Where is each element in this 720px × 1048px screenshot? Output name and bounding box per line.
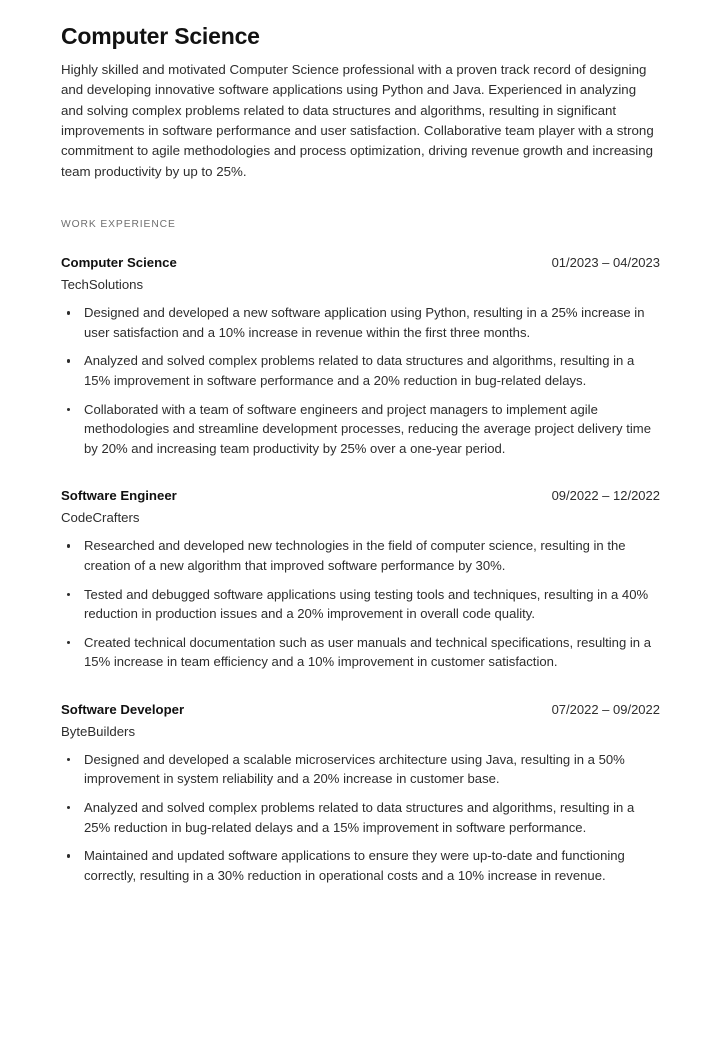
work-experience-entry [61,253,660,458]
bullet-text: Collaborated with a team of software engineers and project managers to implement agile methodologies and streamline development processes, reducing the average project delivery time by 20% and increasing team productivity by 25% over a one-year period. [84,401,651,456]
entry-company-name: CodeCrafters [61,510,140,526]
list-item [61,798,660,837]
section-heading-work-experience: WORK EXPERIENCE [61,219,176,231]
entry-job-title: Software Engineer [61,488,177,504]
list-item [61,585,660,624]
bullet-text: Analyzed and solved complex problems related to data structures and algorithms, resulting in a 15% improvement in software performance and a 20% reduction in bug-related delays. [84,353,635,388]
entry-bullet-list [61,750,660,886]
list-item [61,400,660,459]
bullet-dot-icon [67,641,70,644]
work-experience-entry [61,486,660,672]
list-item [61,303,660,342]
entry-header [61,486,660,506]
bullet-dot-icon [67,593,70,596]
entry-date-range: 09/2022 – 12/2022 [551,488,660,504]
bullet-dot-icon [67,544,70,547]
entry-date-range: 07/2022 – 09/2022 [551,701,660,717]
list-item [61,536,660,575]
bullet-dot-icon [67,854,70,857]
professional-summary: Highly skilled and motivated Computer Science professional with a proven track record of designing and developing innovative software applications using Python and Java. Experienced in analyzing and solving complex problems related to data structures and algorithms, resulting in significant improvements in software performance and user satisfaction. Collaborative team player with a strong commitment to agile methodologies and process optimization, driving revenue growth and increasing team productivity by up to 25%. [61,61,654,179]
bullet-text: Designed and developed a scalable microservices architecture using Java, resulting in a 50% improvement in system reliability and a 20% increase in customer base. [84,751,625,787]
work-experience-list [61,253,660,885]
entry-bullet-list [61,303,660,458]
bullet-dot-icon [67,758,70,761]
entry-job-title: Software Developer [61,701,185,717]
list-item [61,846,660,885]
entry-bullet-list [61,536,660,672]
entry-header [61,700,660,720]
bullet-text: Designed and developed a new software application using Python, resulting in a 25% increase in user satisfaction and a 10% increase in revenue within the first three months. [84,305,645,340]
bullet-dot-icon [67,359,70,362]
bullet-dot-icon [67,806,70,809]
list-item [61,633,660,672]
entry-company-name: ByteBuilders [61,723,136,739]
entry-date-range: 01/2023 – 04/2023 [551,255,660,271]
bullet-text: Researched and developed new technologies in the field of computer science, resulting in the creation of a new algorithm that improved software performance by 30%. [84,538,626,573]
entry-job-title: Computer Science [61,255,177,271]
bullet-text: Maintained and updated software applications to ensure they were up-to-date and functioning correctly, resulting in a 30% reduction in operational costs and a 10% increase in revenue. [84,848,625,883]
bullet-text: Created technical documentation such as user manuals and technical specifications, resulting in a 15% increase in team efficiency and a 10% improvement in customer satisfaction. [84,634,651,670]
work-experience-entry [61,700,660,886]
bullet-dot-icon [67,408,70,411]
bullet-text: Analyzed and solved complex problems related to data structures and algorithms, resulting in a 25% reduction in bug-related delays and a 15% improvement in software performance. [84,800,635,835]
entry-header [61,253,660,273]
list-item [61,351,660,390]
page-title: Computer Science [61,23,260,49]
bullet-text: Tested and debugged software applications using testing tools and techniques, resulting in a 40% reduction in production issues and a 20% improvement in overall code quality. [84,586,649,622]
bullet-dot-icon [67,311,70,314]
entry-company-name: TechSolutions [61,277,144,293]
list-item [61,750,660,789]
